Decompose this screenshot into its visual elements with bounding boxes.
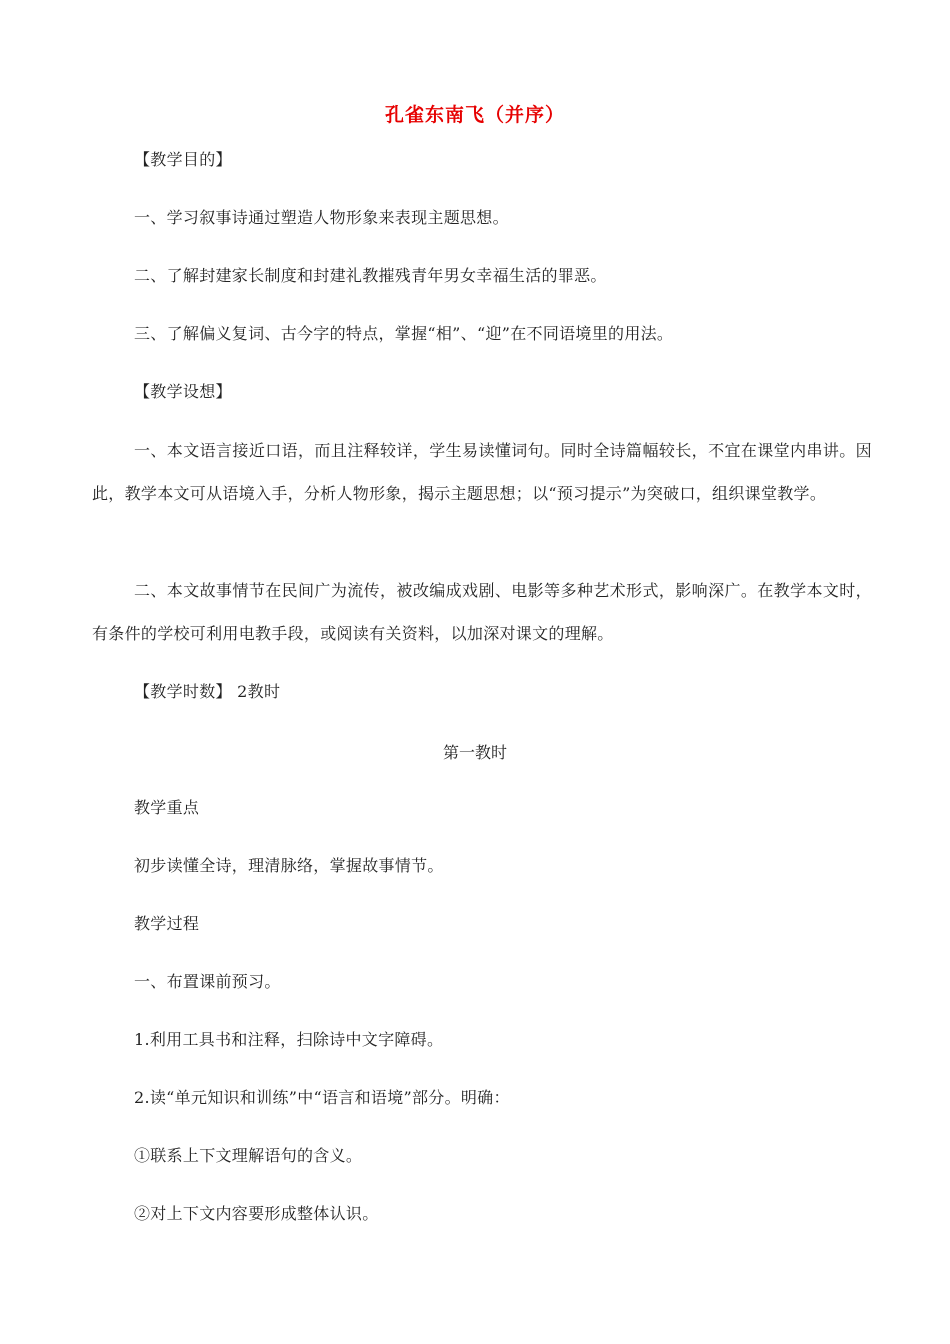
objective-item: 二、了解封建家长制度和封建礼教摧残青年男女幸福生活的罪恶。 (134, 266, 607, 285)
focus-text: 初步读懂全诗，理清脉络，掌握故事情节。 (134, 856, 444, 875)
objective-item: 三、了解偏义复词、古今字的特点，掌握“相”、“迎”在不同语境里的用法。 (134, 324, 674, 343)
objectives-heading: 【教学目的】 (134, 150, 232, 169)
process-step: ②对上下文内容要形成整体认识。 (134, 1204, 379, 1223)
process-step: ①联系上下文理解语句的含义。 (134, 1146, 363, 1165)
process-step: 2.读“单元知识和训练”中“语言和语境”部分。明确： (134, 1088, 510, 1107)
focus-heading: 教学重点 (134, 798, 200, 817)
design-heading: 【教学设想】 (134, 382, 232, 401)
design-paragraph: 二、本文故事情节在民间广为流传，被改编成戏剧、电影等多种艺术形式，影响深广。在教学本文时，有条件的学校可利用电教手段，或阅读有关资料，以加深对课文的理解。 (92, 581, 872, 643)
teaching-hours-line: 【教学时数】 2教时 (134, 682, 281, 701)
design-paragraph: 一、本文语言接近口语，而且注释较详，学生易读懂词句。同时全诗篇幅较长，不宜在课堂内串讲。因此，教学本文可从语境入手，分析人物形象，揭示主题思想；以“预习提示”为突破口，组织课堂教学。 (92, 441, 872, 503)
process-step: 1.利用工具书和注释，扫除诗中文字障碍。 (134, 1030, 444, 1049)
document-title: 孔雀东南飞（并序） (384, 104, 565, 126)
process-step: 一、布置课前预习。 (134, 972, 281, 991)
process-heading: 教学过程 (134, 914, 200, 933)
objective-item: 一、学习叙事诗通过塑造人物形象来表现主题思想。 (134, 208, 509, 227)
lesson-heading: 第一教时 (442, 743, 507, 762)
